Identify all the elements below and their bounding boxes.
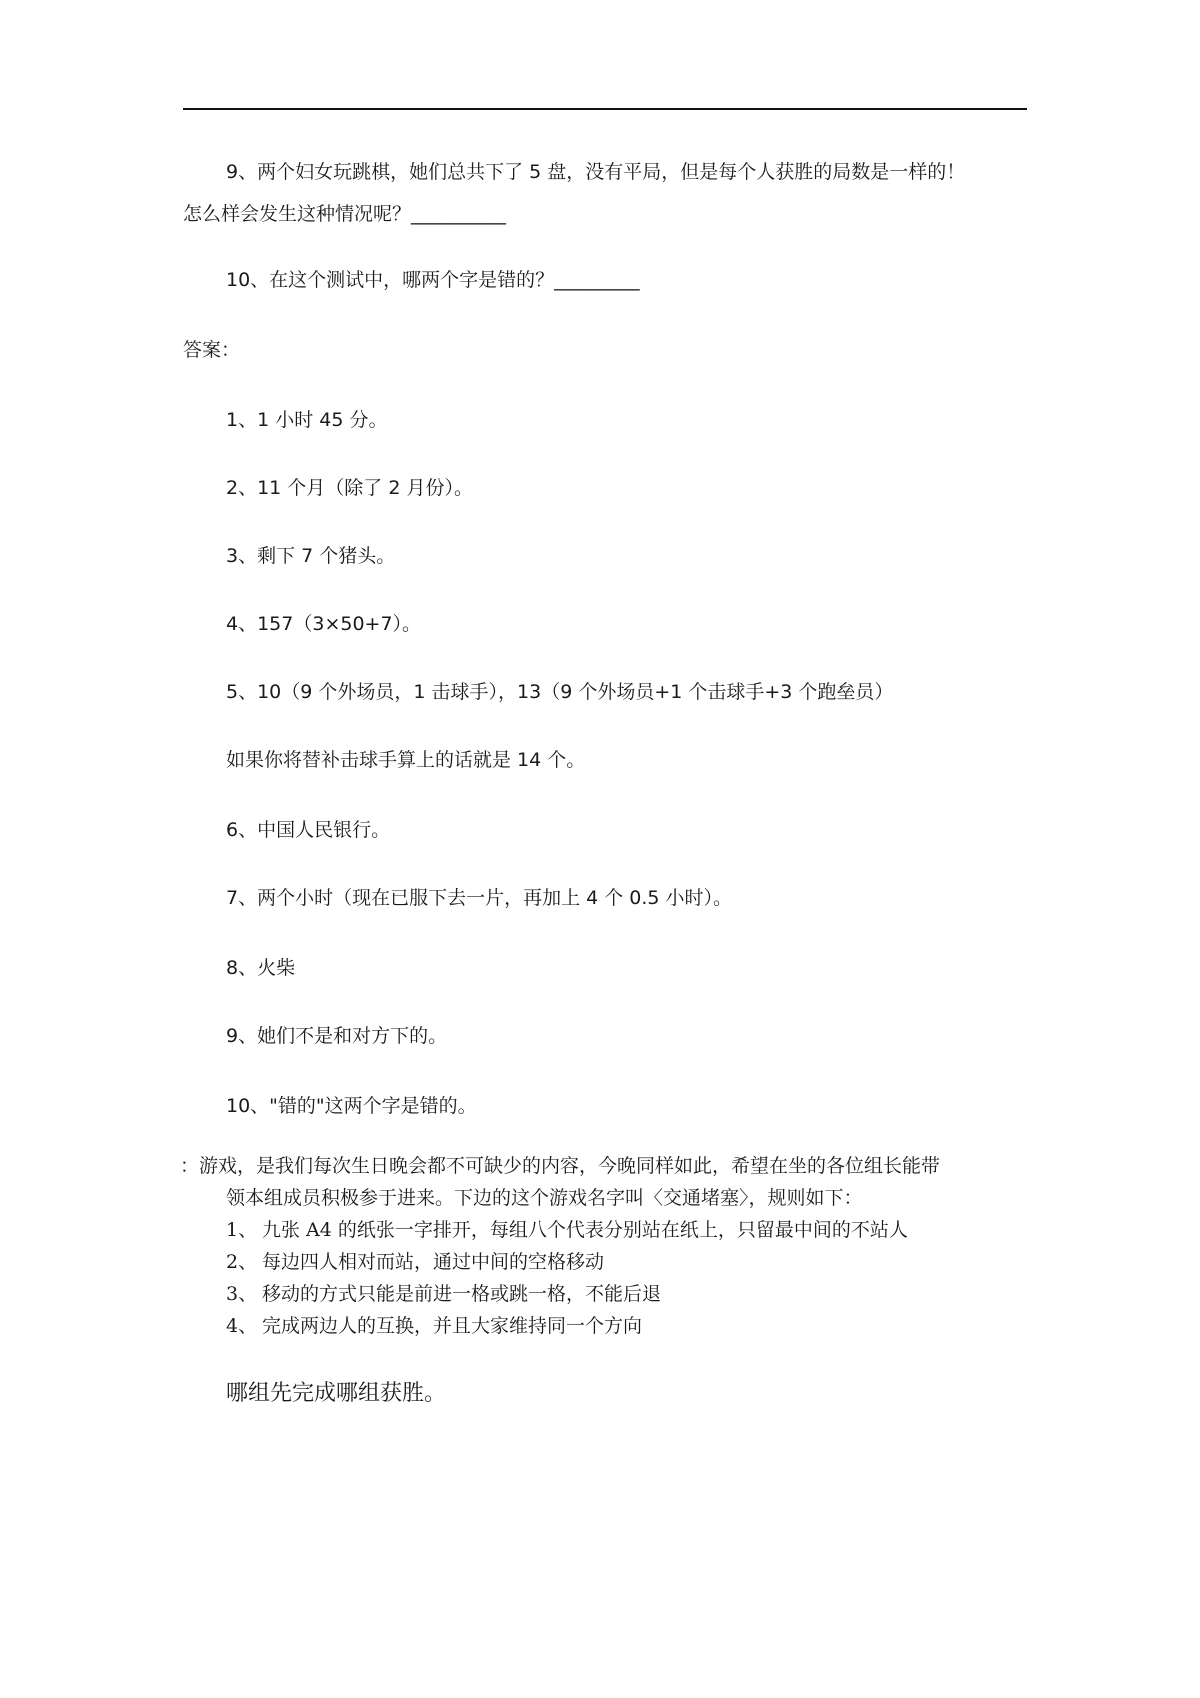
game-rule-number: 4、 <box>226 1315 258 1337</box>
game-rule <box>226 1280 661 1308</box>
game-rule-text: 移动的方式只能是前进一格或跳一格，不能后退 <box>262 1283 662 1305</box>
answer-item: 1、1 小时 45 分。 <box>226 409 388 431</box>
header-rule <box>183 108 1027 110</box>
answer-item: 7、两个小时（现在已服下去一片，再加上 4 个 0.5 小时）。 <box>226 887 733 909</box>
game-rule-number: 1、 <box>226 1219 258 1241</box>
game-rule-number: 3、 <box>226 1283 258 1305</box>
answer-item: 4、157（3×50+7）。 <box>226 613 422 635</box>
answers-heading: 答案： <box>183 339 241 361</box>
answer-item: 5、10（9 个外场员，1 击球手），13（9 个外场员+1 个击球手+3 个跑垒员） <box>226 681 894 703</box>
answer-item: 3、剩下 7 个猪头。 <box>226 545 396 567</box>
game-intro-line-1: ：游戏，是我们每次生日晚会都不可缺少的内容，今晚同样如此，希望在坐的各位组长能带 <box>180 1155 941 1177</box>
game-conclusion: 哪组先完成哪组获胜。 <box>226 1381 447 1406</box>
game-rule <box>226 1248 604 1276</box>
answer-item: 2、11 个月（除了 2 月份）。 <box>226 477 473 499</box>
game-rule <box>226 1216 908 1244</box>
question-9-line-2: 怎么样会发生这种情况呢？__________ <box>183 203 507 225</box>
answer-item: 10、"错的"这两个字是错的。 <box>226 1095 477 1117</box>
question-10: 10、在这个测试中，哪两个字是错的？_________ <box>226 269 640 291</box>
answer-item: 8、火柴 <box>226 957 296 979</box>
game-intro-line-2: 领本组成员积极参于进来。下边的这个游戏名字叫〈交通堵塞〉，规则如下： <box>226 1187 863 1209</box>
game-rule-text: 每边四人相对而站，通过中间的空格移动 <box>262 1251 605 1273</box>
game-rule-number: 2、 <box>226 1251 258 1273</box>
question-9-line-1: 9、两个妇女玩跳棋，她们总共下了 5 盘，没有平局，但是每个人获胜的局数是一样的！ <box>226 161 966 183</box>
game-rule <box>226 1312 642 1340</box>
answer-item: 如果你将替补击球手算上的话就是 14 个。 <box>226 749 586 771</box>
answer-item: 6、中国人民银行。 <box>226 819 391 841</box>
answer-item: 9、她们不是和对方下的。 <box>226 1025 448 1047</box>
game-rule-text: 九张 A4 的纸张一字排开，每组八个代表分别站在纸上，只留最中间的不站人 <box>262 1219 908 1241</box>
game-rule-text: 完成两边人的互换，并且大家维持同一个方向 <box>262 1315 643 1337</box>
